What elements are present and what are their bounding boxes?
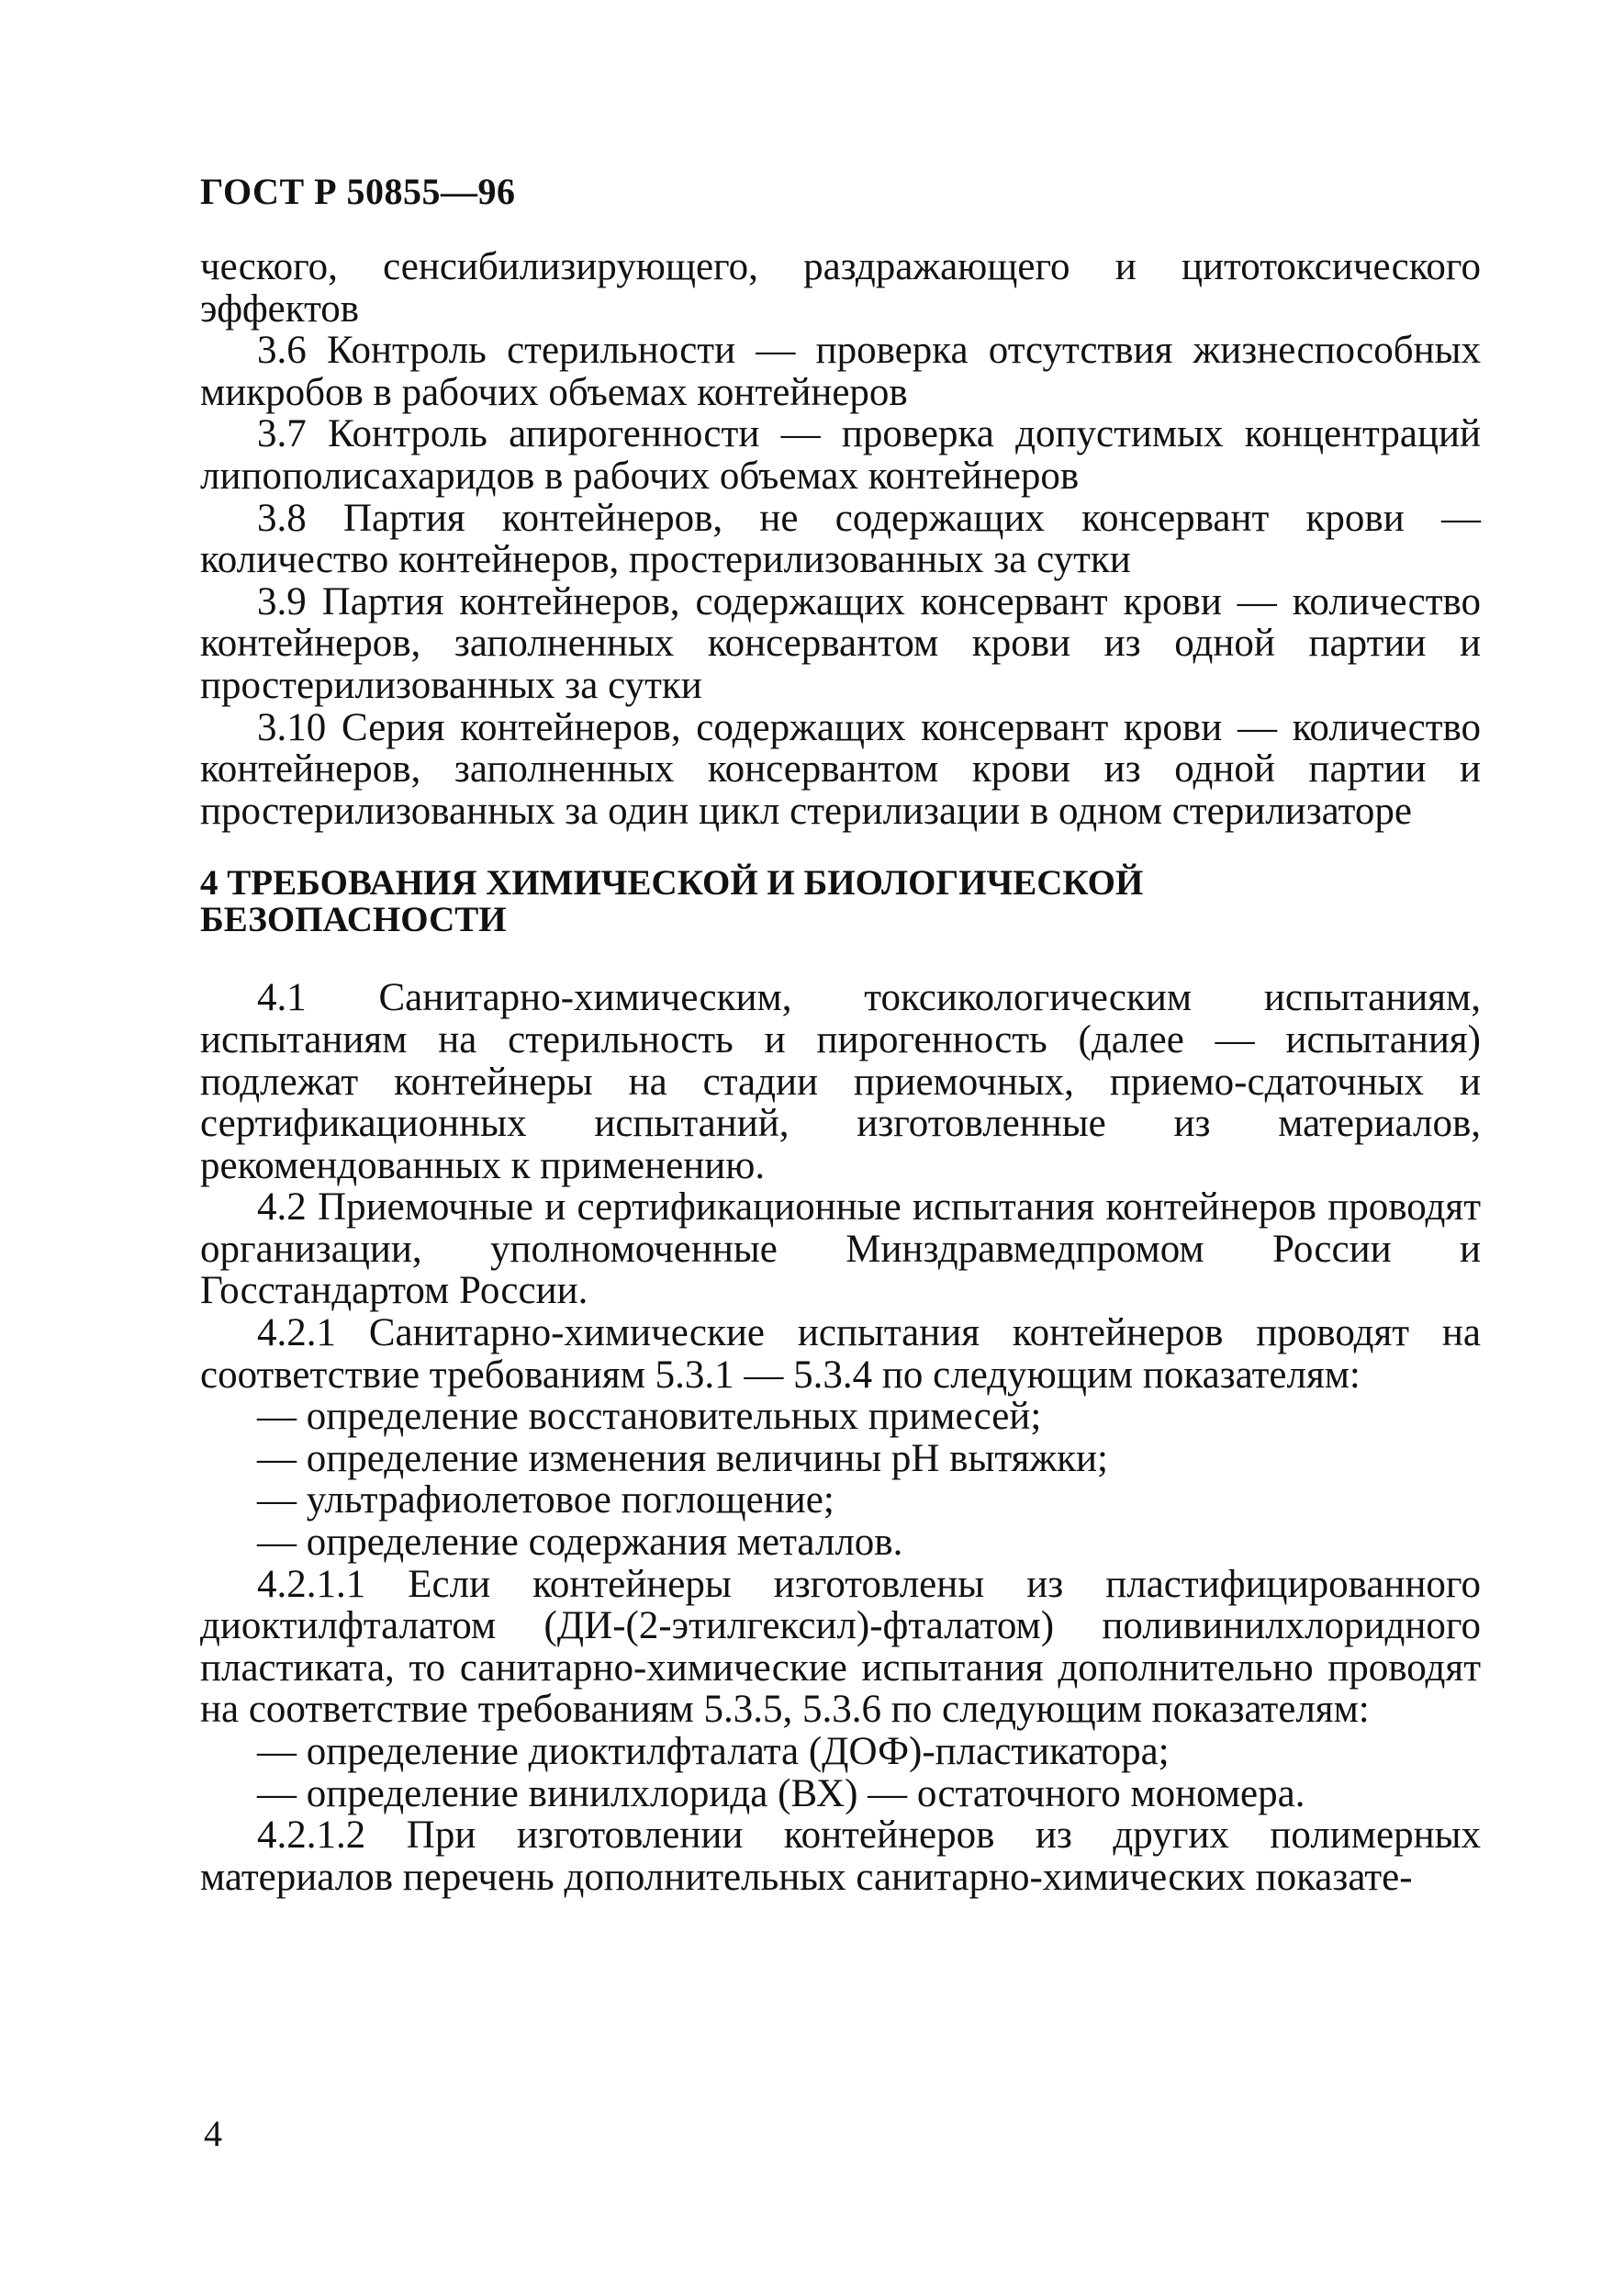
page-header: ГОСТ Р 50855—96 xyxy=(200,171,516,212)
paragraph-3-9: 3.9 Партия контейнеров, содержащих консервант крови — количество контейнеров, заполненных консервантом крови из одной партии и простерилизованных за сутки xyxy=(200,579,1481,707)
body-text xyxy=(200,246,1481,1898)
list-item: — определение восстановительных примесей; xyxy=(257,1395,1042,1439)
paragraph-3-8: 3.8 Партия контейнеров, не содержащих консервант крови — количество контейнеров, простерилизованных за сутки xyxy=(200,496,1481,582)
page-number: 4 xyxy=(204,2113,222,2154)
paragraph-4-2-1-1: 4.2.1.1 Если контейнеры изготовлены из пластифицированного диоктилфталатом (ДИ-(2-этилгексил)-фталатом) поливинилхлоридного пластиката, то санитарно-химические испытания дополнительно проводят на соответствие требованиям 5.3.5, 5.3.6 по следующим показателям: xyxy=(200,1562,1481,1732)
paragraph-4-2-1-2: 4.2.1.2 При изготовлении контейнеров из других полимерных материалов перечень дополнительных санитарно-химических показате- xyxy=(200,1814,1481,1899)
paragraph-4-2: 4.2 Приемочные и сертификационные испытания контейнеров проводят организации, уполномоченные Минздравмедпромом России и Госстандартом России. xyxy=(200,1185,1481,1313)
paragraph-4-2-1: 4.2.1 Санитарно-химические испытания контейнеров проводят на соответствие требованиям 5.3.1 — 5.3.4 по следующим показателям: xyxy=(200,1311,1481,1397)
list-item: — определение диоктилфталата (ДОФ)-пластикатора; xyxy=(257,1730,1170,1773)
paragraph-continuation: ческого, сенсибилизирующего, раздражающего и цитотоксического эффектов xyxy=(200,245,1481,331)
list-item: — определение содержания металлов. xyxy=(257,1521,903,1565)
paragraph-3-7: 3.7 Контроль апирогенности — проверка допустимых концентраций липополисахаридов в рабочих объемах контейнеров xyxy=(200,412,1481,498)
paragraph-4-1: 4.1 Санитарно-химическим, токсикологическим испытаниям, испытаниям на стерильность и пирогенность (далее — испытания) подлежат контейнеры на стадии приемочных, приемо-сдаточных и сертификационных испытаний, изготовленные из материалов, рекомендованных к применению. xyxy=(200,976,1481,1187)
paragraph-3-10: 3.10 Серия контейнеров, содержащих консервант крови — количество контейнеров, заполненных консервантом крови из одной партии и простерилизованных за один цикл стерилизации в одном стерилизаторе xyxy=(200,705,1481,833)
list-item: — определение изменения величины pH вытяжки; xyxy=(257,1436,1108,1480)
list-item: — ультрафиолетовое поглощение; xyxy=(257,1478,834,1522)
section-4-title: 4 ТРЕБОВАНИЯ ХИМИЧЕСКОЙ И БИОЛОГИЧЕСКОЙ БЕЗОПАСНОСТИ xyxy=(200,863,1144,940)
list-item: — определение винилхлорида (ВХ) — остаточного мономера. xyxy=(257,1771,1305,1815)
paragraph-3-6: 3.6 Контроль стерильности — проверка отсутствия жизнеспособных микробов в рабочих объемах контейнеров xyxy=(200,329,1481,414)
